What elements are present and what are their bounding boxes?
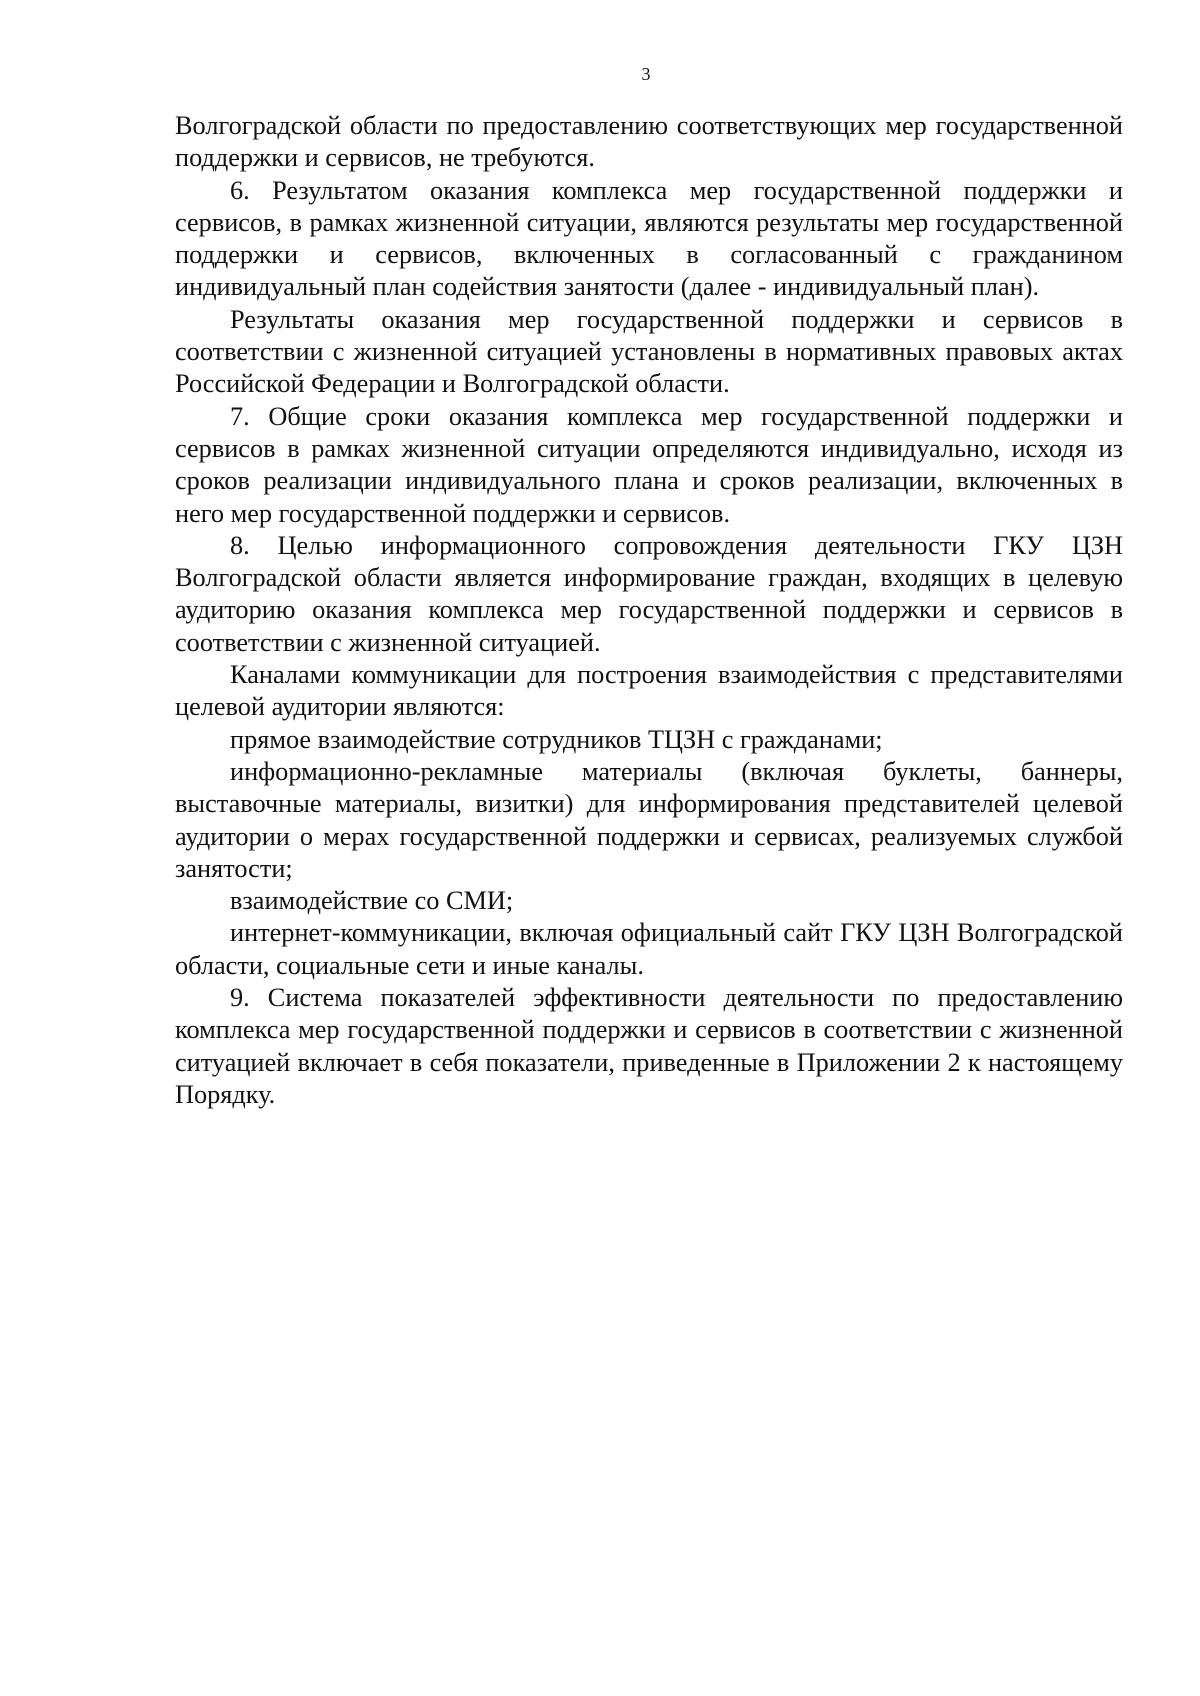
list-item-advertising-materials: информационно-рекламные материалы (включая буклеты, баннеры, выставочные материалы, визитки) для информирования представителей целевой аудитории о мерах государственной поддержки и сервисах, реализуемых службой занятости; [175,756,1123,883]
paragraph-item-7: 7. Общие сроки оказания комплекса мер государственной поддержки и сервисов в рамках жизненной ситуации определяются индивидуально, исходя из сроков реализации индивидуального плана и сроков реализации, включенных в него мер государственной поддержки и сервисов. [175,401,1123,528]
paragraph-item-6: 6. Результатом оказания комплекса мер государственной поддержки и сервисов, в рамках жизненной ситуации, являются результаты мер государственной поддержки и сервисов, включенных в согласованный с гражданином индивидуальный план содействия занятости (далее - индивидуальный план). [175,175,1123,302]
paragraph-results: Результаты оказания мер государственной поддержки и сервисов в соответствии с жизненной ситуацией установлены в нормативных правовых актах Российской Федерации и Волгоградской области. [175,304,1123,399]
paragraph-continuation: Волгоградской области по предоставлению соответствующих мер государственной поддержки и сервисов, не требуются. [175,111,1123,173]
paragraph-item-8: 8. Целью информационного сопровождения деятельности ГКУ ЦЗН Волгоградской области является информирование граждан, входящих в целевую аудиторию оказания комплекса мер государственной поддержки и сервисов в соответствии с жизненной ситуацией. [175,530,1123,657]
list-item-internet: интернет-коммуникации, включая официальный сайт ГКУ ЦЗН Волгоградской области, социальные сети и иные каналы. [175,918,1123,980]
page-number: 3 [641,64,651,84]
paragraph-item-9: 9. Система показателей эффективности деятельности по предоставлению комплекса мер государственной поддержки и сервисов в соответствии с жизненной ситуацией включает в себя показатели, приведенные в Приложении 2 к настоящему Порядку. [175,983,1123,1109]
paragraph-channels-intro: Каналами коммуникации для построения взаимодействия с представителями целевой аудитории являются: [175,660,1123,722]
list-item-direct-interaction: прямое взаимодействие сотрудников ТЦЗН с гражданами; [230,724,883,754]
list-item-media: взаимодействие со СМИ; [230,886,514,916]
document-body [175,110,1123,1111]
